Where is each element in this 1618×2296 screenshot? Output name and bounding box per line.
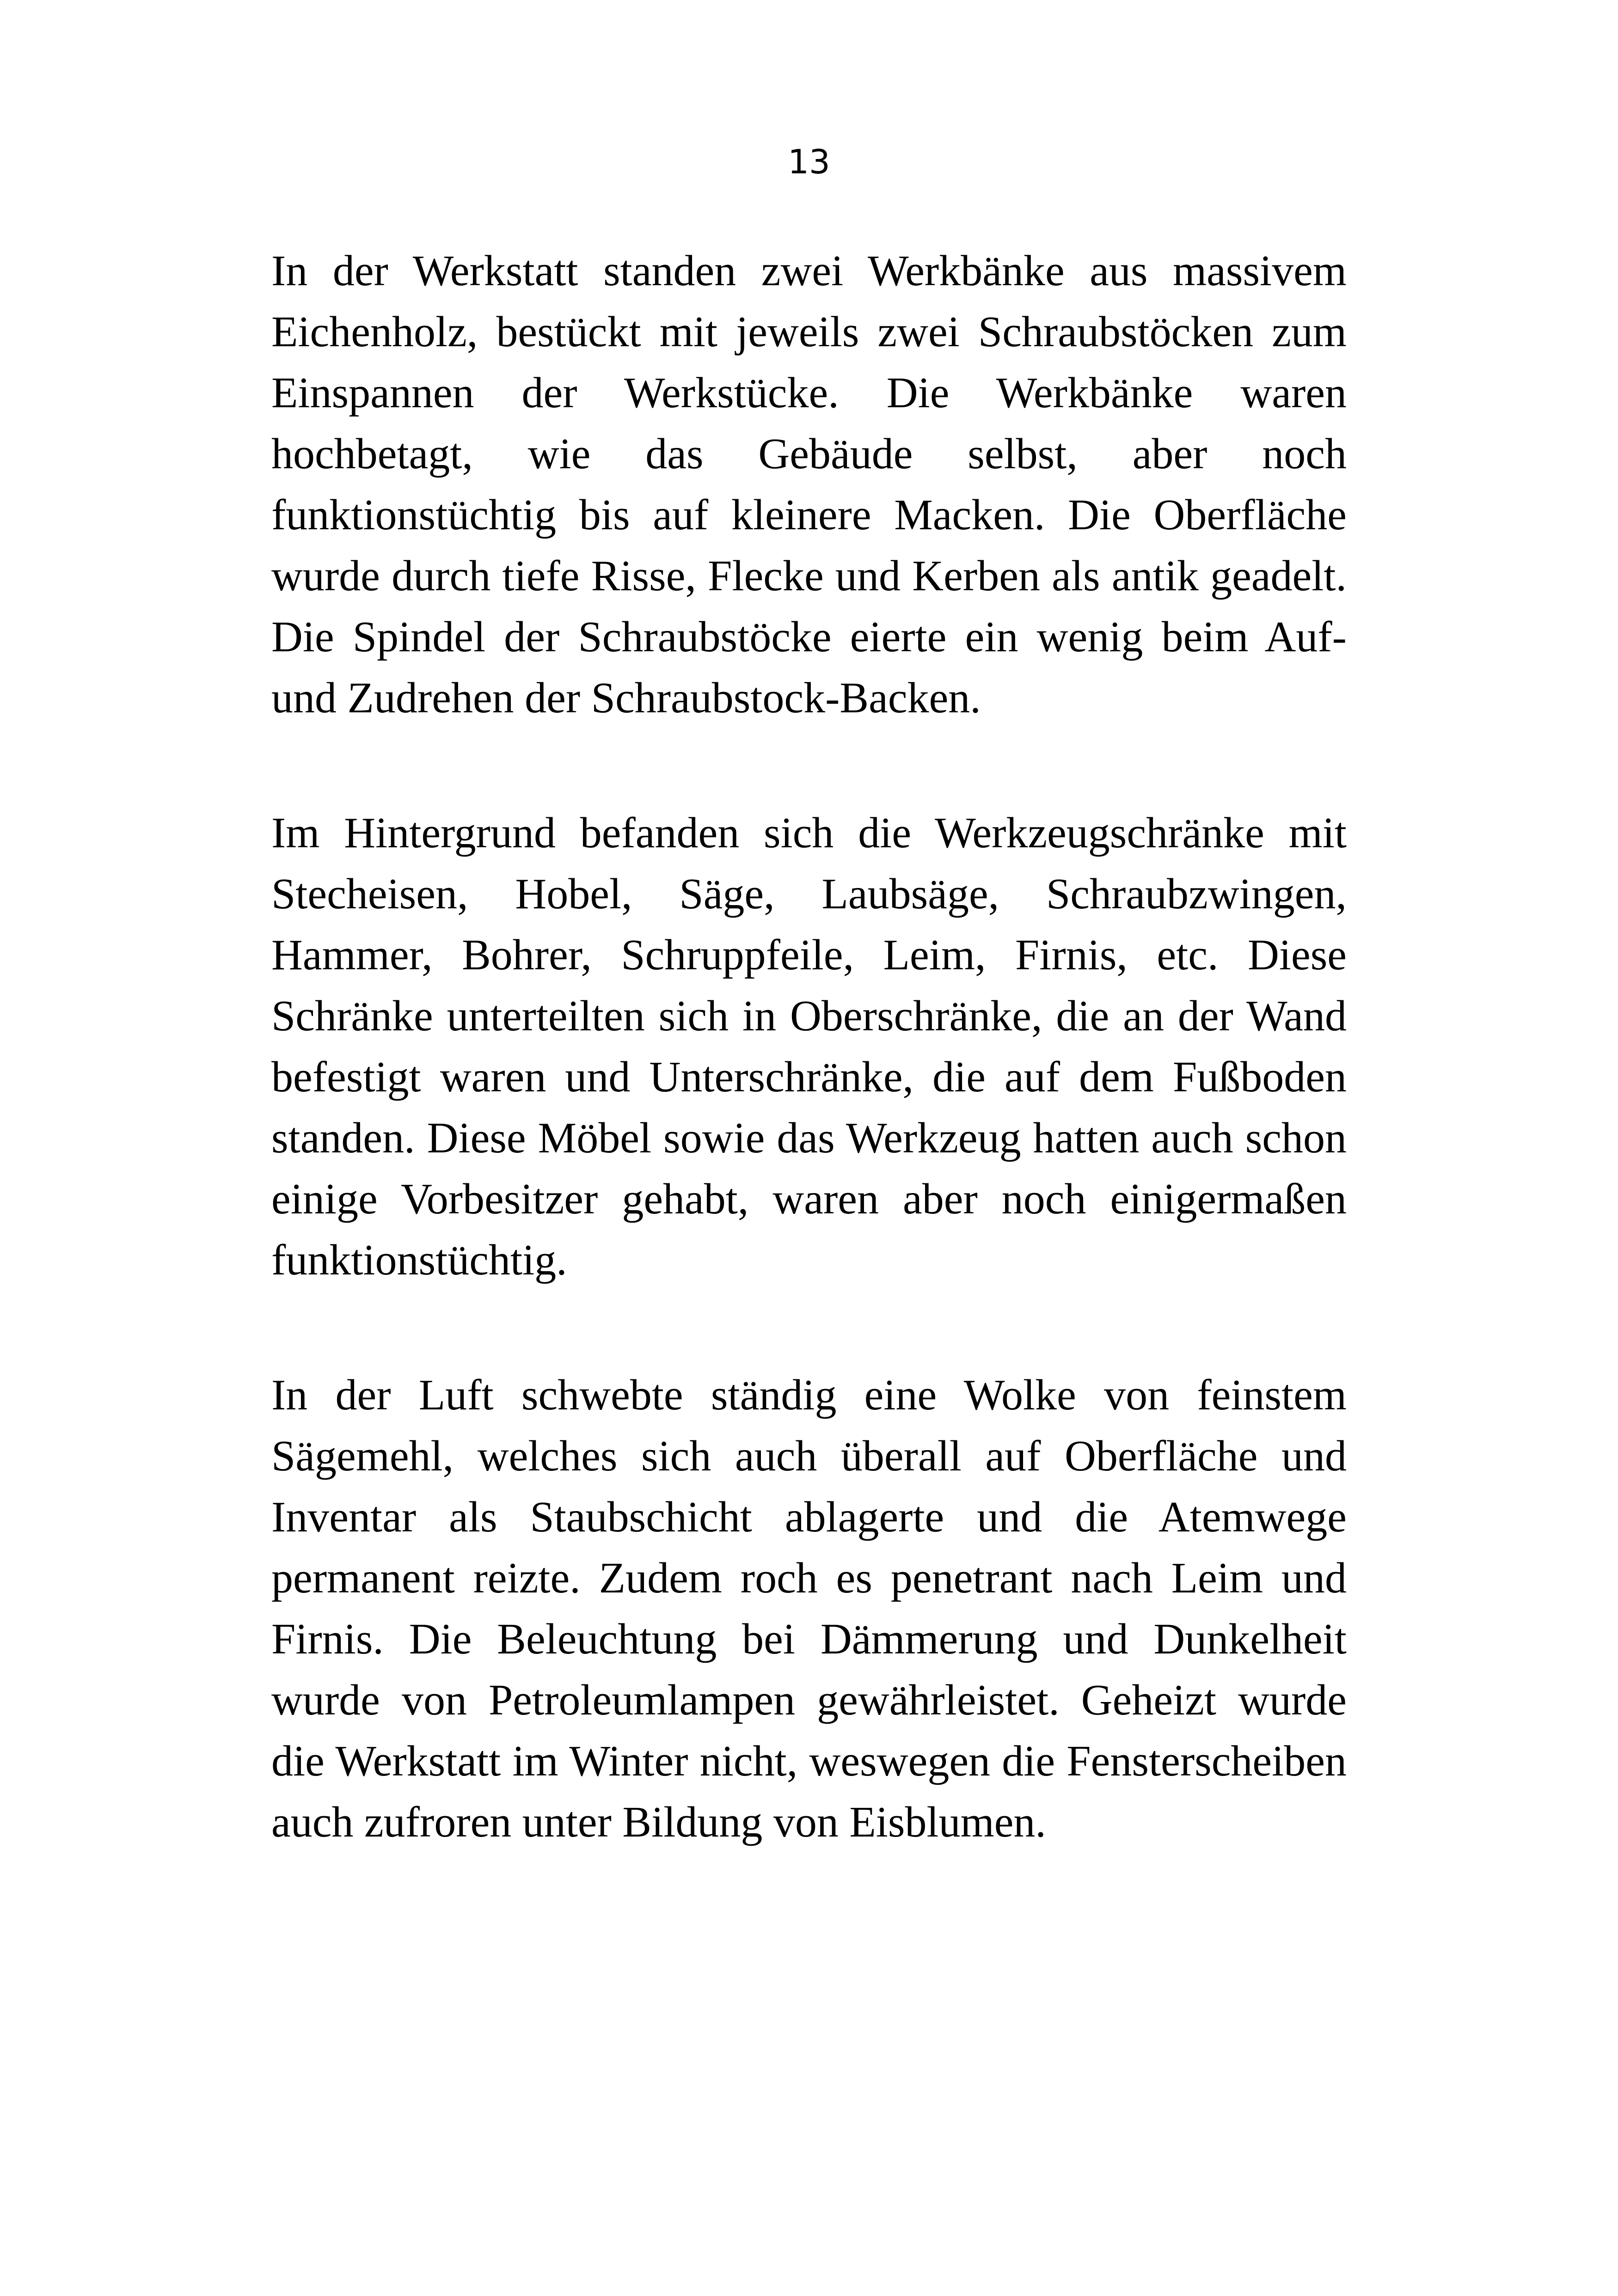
- body-text: [271, 240, 1347, 1927]
- paragraph-3: In der Luft schwebte ständig eine Wolke von feinstem Sägemehl, welches sich auch überall auf Oberfläche und Inventar als Staubschicht ablagerte und die Atemwege permanent reizte. Zudem roch es penetrant nach Leim und Firnis. Die Beleuchtung bei Dämmerung und Dunkelheit wurde von Petroleumlampen gewährleistet. Geheizt wurde die Werkstatt im Winter nicht, weswegen die Fensterscheiben auch zufroren unter Bildung von Eisblumen.: [271, 1371, 1347, 1846]
- paragraph-1: In der Werkstatt standen zwei Werkbänke aus massivem Eichenholz, bestückt mit jeweils zwei Schraubstöcken zum Einspannen der Werkstücke. Die Werkbänke waren hochbetagt, wie das Gebäude selbst, aber noch funktionstüchtig bis auf kleinere Macken. Die Oberfläche wurde durch tiefe Risse, Flecke und Kerben als antik geadelt. Die Spindel der Schraubstöcke eierte ein wenig beim Auf- und Zudrehen der Schraubstock-Backen.: [271, 247, 1347, 722]
- paragraph-2: Im Hintergrund befanden sich die Werkzeugschränke mit Stecheisen, Hobel, Säge, Laubsäge, Schraubzwingen, Hammer, Bohrer, Schruppfeile, Leim, Firnis, etc. Diese Schränke unterteilten sich in Oberschränke, die an der Wand befestigt waren und Unterschränke, die auf dem Fußboden standen. Diese Möbel sowie das Werkzeug hatten auch schon einige Vorbesitzer gehabt, waren aber noch einigermaßen funktionstüchtig.: [271, 809, 1347, 1284]
- page-number: 13: [788, 142, 830, 181]
